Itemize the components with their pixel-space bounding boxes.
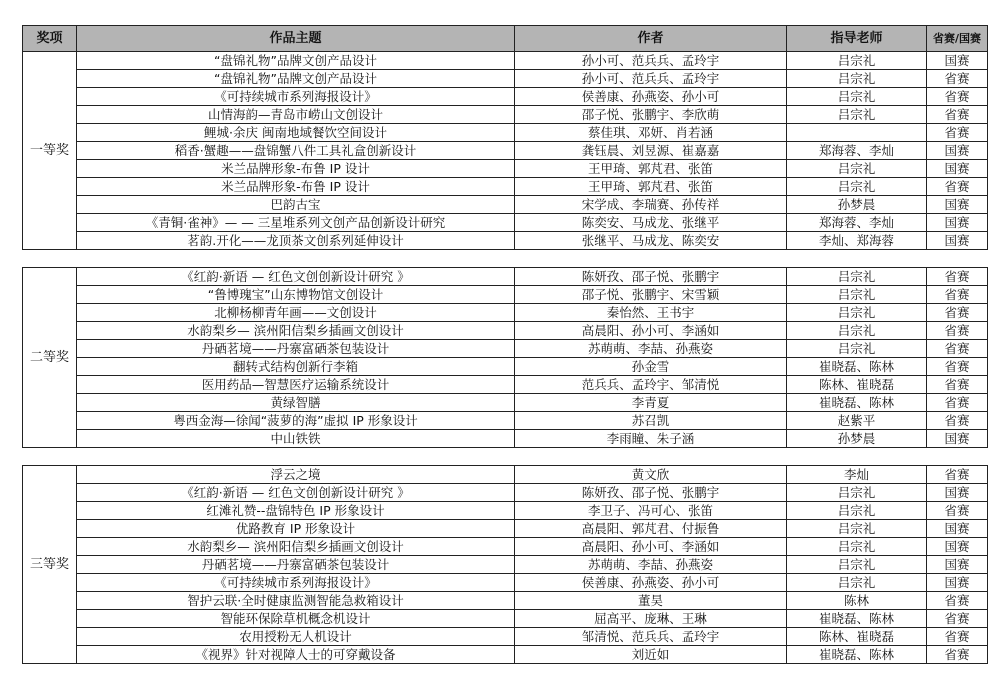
table-row	[23, 538, 988, 556]
authors-cell: 孙金雪	[515, 358, 787, 376]
header-authors: 作者	[515, 26, 787, 52]
advisor-cell: 陈林、崔晓磊	[787, 628, 927, 646]
table-row	[23, 430, 988, 448]
advisor-cell: 吕宗礼	[787, 268, 927, 286]
table-row	[23, 196, 988, 214]
level-cell: 国赛	[927, 430, 988, 448]
authors-cell: 侯善康、孙燕姿、孙小可	[515, 88, 787, 106]
authors-cell: 李卫子、冯可心、张笛	[515, 502, 787, 520]
level-cell: 国赛	[927, 142, 988, 160]
table-row	[23, 628, 988, 646]
authors-cell: 范兵兵、孟玲宇、邹清悦	[515, 376, 787, 394]
authors-cell: 宋学成、李瑞赛、孙传祥	[515, 196, 787, 214]
theme-cell: 红滩礼赞--盘锦特色 IP 形象设计	[77, 502, 515, 520]
authors-cell: 王甲琦、郭芃君、张笛	[515, 160, 787, 178]
tier-cell: 二等奖	[23, 268, 77, 448]
authors-cell: 侯善康、孙燕姿、孙小可	[515, 574, 787, 592]
level-cell: 省赛	[927, 322, 988, 340]
authors-cell: 陈奕安、马成龙、张继平	[515, 214, 787, 232]
table-row	[23, 52, 988, 70]
authors-cell: 陈妍孜、邵子悦、张鹏宇	[515, 268, 787, 286]
advisor-cell: 吕宗礼	[787, 178, 927, 196]
advisor-cell: 吕宗礼	[787, 574, 927, 592]
table-row	[23, 412, 988, 430]
theme-cell: 北柳杨柳青年画——文创设计	[77, 304, 515, 322]
theme-cell: 米兰品牌形象-布鲁 IP 设计	[77, 178, 515, 196]
group-spacer-cell	[23, 250, 988, 268]
table-row	[23, 520, 988, 538]
theme-cell: 稻香·蟹趣——盘锦蟹八件工具礼盒创新设计	[77, 142, 515, 160]
advisor-cell: 吕宗礼	[787, 304, 927, 322]
table-row	[23, 322, 988, 340]
advisor-cell: 郑海蓉、李灿	[787, 214, 927, 232]
table-row	[23, 106, 988, 124]
authors-cell: 高晨阳、孙小可、李涵如	[515, 322, 787, 340]
advisor-cell: 吕宗礼	[787, 484, 927, 502]
theme-cell: 农用授粉无人机设计	[77, 628, 515, 646]
authors-cell: 高晨阳、孙小可、李涵如	[515, 538, 787, 556]
theme-cell: 米兰品牌形象-布鲁 IP 设计	[77, 160, 515, 178]
level-cell: 国赛	[927, 520, 988, 538]
theme-cell: 茗韵.开化——龙顶茶文创系列延伸设计	[77, 232, 515, 250]
advisor-cell: 李灿、郑海蓉	[787, 232, 927, 250]
table-row	[23, 124, 988, 142]
group-spacer	[23, 448, 988, 466]
authors-cell: 邹清悦、范兵兵、孟玲宇	[515, 628, 787, 646]
advisor-cell: 吕宗礼	[787, 52, 927, 70]
table-row	[23, 358, 988, 376]
theme-cell: 中山铁铁	[77, 430, 515, 448]
table-row	[23, 574, 988, 592]
advisor-cell: 吕宗礼	[787, 322, 927, 340]
theme-cell: 优路教育 IP 形象设计	[77, 520, 515, 538]
level-cell: 国赛	[927, 52, 988, 70]
advisor-cell: 孙梦晨	[787, 196, 927, 214]
advisor-cell: 崔晓磊、陈林	[787, 394, 927, 412]
level-cell: 国赛	[927, 160, 988, 178]
level-cell: 国赛	[927, 574, 988, 592]
authors-cell: 黄文欣	[515, 466, 787, 484]
table-row	[23, 376, 988, 394]
authors-cell: 邵子悦、张鹏宇、宋雪颖	[515, 286, 787, 304]
advisor-cell: 陈林、崔晓磊	[787, 376, 927, 394]
theme-cell: 山情海韵—青岛市崂山文创设计	[77, 106, 515, 124]
group-spacer	[23, 250, 988, 268]
table-row	[23, 592, 988, 610]
table-row	[23, 142, 988, 160]
level-cell: 国赛	[927, 556, 988, 574]
authors-cell: 邵子悦、张鹏宇、李欣萌	[515, 106, 787, 124]
authors-cell: 李青夏	[515, 394, 787, 412]
advisor-cell: 吕宗礼	[787, 106, 927, 124]
table-row	[23, 340, 988, 358]
authors-cell: 张继平、马成龙、陈奕安	[515, 232, 787, 250]
advisor-cell: 吕宗礼	[787, 556, 927, 574]
authors-cell: 蔡佳琪、邓妍、肖若涵	[515, 124, 787, 142]
authors-cell: 王甲琦、郭芃君、张笛	[515, 178, 787, 196]
level-cell: 国赛	[927, 196, 988, 214]
level-cell: 省赛	[927, 124, 988, 142]
advisor-cell: 吕宗礼	[787, 538, 927, 556]
advisor-cell: 吕宗礼	[787, 340, 927, 358]
theme-cell: 《可持续城市系列海报设计》	[77, 88, 515, 106]
table-row	[23, 394, 988, 412]
theme-cell: 水韵梨乡— 滨州阳信梨乡插画文创设计	[77, 538, 515, 556]
header-advisor: 指导老师	[787, 26, 927, 52]
level-cell: 省赛	[927, 628, 988, 646]
table-row	[23, 610, 988, 628]
authors-cell: 苏萌萌、李喆、孙燕姿	[515, 556, 787, 574]
table-row	[23, 286, 988, 304]
authors-cell: 孙小可、范兵兵、孟玲宇	[515, 70, 787, 88]
authors-cell: 苏召凯	[515, 412, 787, 430]
authors-cell: 屈高平、庞琳、王琳	[515, 610, 787, 628]
level-cell: 省赛	[927, 70, 988, 88]
advisor-cell: 郑海蓉、李灿	[787, 142, 927, 160]
authors-cell: 高晨阳、郭芃君、付振鲁	[515, 520, 787, 538]
advisor-cell: 赵紫平	[787, 412, 927, 430]
advisor-cell: 吕宗礼	[787, 160, 927, 178]
advisor-cell	[787, 124, 927, 142]
theme-cell: 《红韵·新语 — 红色文创创新设计研究 》	[77, 484, 515, 502]
theme-cell: 智护云联·全时健康监测智能急救箱设计	[77, 592, 515, 610]
advisor-cell: 吕宗礼	[787, 286, 927, 304]
level-cell: 国赛	[927, 538, 988, 556]
header-tier: 奖项	[23, 26, 77, 52]
level-cell: 国赛	[927, 484, 988, 502]
table-row	[23, 160, 988, 178]
authors-cell: 孙小可、范兵兵、孟玲宇	[515, 52, 787, 70]
table-row	[23, 556, 988, 574]
level-cell: 省赛	[927, 376, 988, 394]
header-level: 省赛/国赛	[927, 26, 988, 52]
authors-cell: 李雨瞳、朱子涵	[515, 430, 787, 448]
theme-cell: 翻转式结构创新行李箱	[77, 358, 515, 376]
level-cell: 省赛	[927, 394, 988, 412]
table-row	[23, 70, 988, 88]
theme-cell: 《红韵·新语 — 红色文创创新设计研究 》	[77, 268, 515, 286]
theme-cell: 丹硒茗境——丹寨富硒茶包装设计	[77, 556, 515, 574]
group-spacer-cell	[23, 448, 988, 466]
table-row	[23, 232, 988, 250]
level-cell: 省赛	[927, 412, 988, 430]
advisor-cell: 陈林	[787, 592, 927, 610]
level-cell: 省赛	[927, 106, 988, 124]
table-row	[23, 88, 988, 106]
advisor-cell: 吕宗礼	[787, 88, 927, 106]
advisor-cell: 孙梦晨	[787, 430, 927, 448]
level-cell: 省赛	[927, 304, 988, 322]
authors-cell: 龚钰晨、刘昱源、崔嘉嘉	[515, 142, 787, 160]
header-row	[23, 26, 988, 52]
theme-cell: 丹硒茗境——丹寨富硒茶包装设计	[77, 340, 515, 358]
advisor-cell: 吕宗礼	[787, 70, 927, 88]
level-cell: 省赛	[927, 610, 988, 628]
table-row	[23, 178, 988, 196]
table-row	[23, 214, 988, 232]
awards-body	[23, 52, 988, 664]
advisor-cell: 崔晓磊、陈林	[787, 358, 927, 376]
theme-cell: 鲤城·余庆 闽南地域餐饮空间设计	[77, 124, 515, 142]
table-row	[23, 304, 988, 322]
advisor-cell: 崔晓磊、陈林	[787, 646, 927, 664]
tier-cell: 一等奖	[23, 52, 77, 250]
theme-cell: 《青铜·雀神》— — 三星堆系列文创产品创新设计研究	[77, 214, 515, 232]
table-row	[23, 646, 988, 664]
level-cell: 省赛	[927, 178, 988, 196]
table-row	[23, 466, 988, 484]
authors-cell: 秦怡然、王书宇	[515, 304, 787, 322]
level-cell: 省赛	[927, 592, 988, 610]
theme-cell: 黄绿智膳	[77, 394, 515, 412]
authors-cell: 苏萌萌、李喆、孙燕姿	[515, 340, 787, 358]
level-cell: 省赛	[927, 466, 988, 484]
header-theme: 作品主题	[77, 26, 515, 52]
theme-cell: “盘锦礼物”品牌文创产品设计	[77, 52, 515, 70]
level-cell: 国赛	[927, 214, 988, 232]
level-cell: 省赛	[927, 286, 988, 304]
theme-cell: 粤西金海—徐闻“菠萝的海”虚拟 IP 形象设计	[77, 412, 515, 430]
level-cell: 省赛	[927, 646, 988, 664]
theme-cell: 《可持续城市系列海报设计》	[77, 574, 515, 592]
theme-cell: 水韵梨乡— 滨州阳信梨乡插画文创设计	[77, 322, 515, 340]
level-cell: 省赛	[927, 268, 988, 286]
theme-cell: 智能环保除草机概念机设计	[77, 610, 515, 628]
theme-cell: “鲁博瑰宝”山东博物馆文创设计	[77, 286, 515, 304]
authors-cell: 陈妍孜、邵子悦、张鹏宇	[515, 484, 787, 502]
awards-table	[22, 25, 988, 664]
level-cell: 省赛	[927, 340, 988, 358]
advisor-cell: 崔晓磊、陈林	[787, 610, 927, 628]
theme-cell: “盘锦礼物”品牌文创产品设计	[77, 70, 515, 88]
advisor-cell: 吕宗礼	[787, 520, 927, 538]
level-cell: 省赛	[927, 502, 988, 520]
table-row	[23, 268, 988, 286]
authors-cell: 刘近如	[515, 646, 787, 664]
theme-cell: 巴韵古宝	[77, 196, 515, 214]
level-cell: 省赛	[927, 88, 988, 106]
theme-cell: 《视界》针对视障人士的可穿戴设备	[77, 646, 515, 664]
authors-cell: 董昊	[515, 592, 787, 610]
advisor-cell: 吕宗礼	[787, 502, 927, 520]
table-row	[23, 502, 988, 520]
level-cell: 国赛	[927, 232, 988, 250]
advisor-cell: 李灿	[787, 466, 927, 484]
level-cell: 省赛	[927, 358, 988, 376]
theme-cell: 浮云之境	[77, 466, 515, 484]
theme-cell: 医用药品—智慧医疗运输系统设计	[77, 376, 515, 394]
table-row	[23, 484, 988, 502]
tier-cell: 三等奖	[23, 466, 77, 664]
